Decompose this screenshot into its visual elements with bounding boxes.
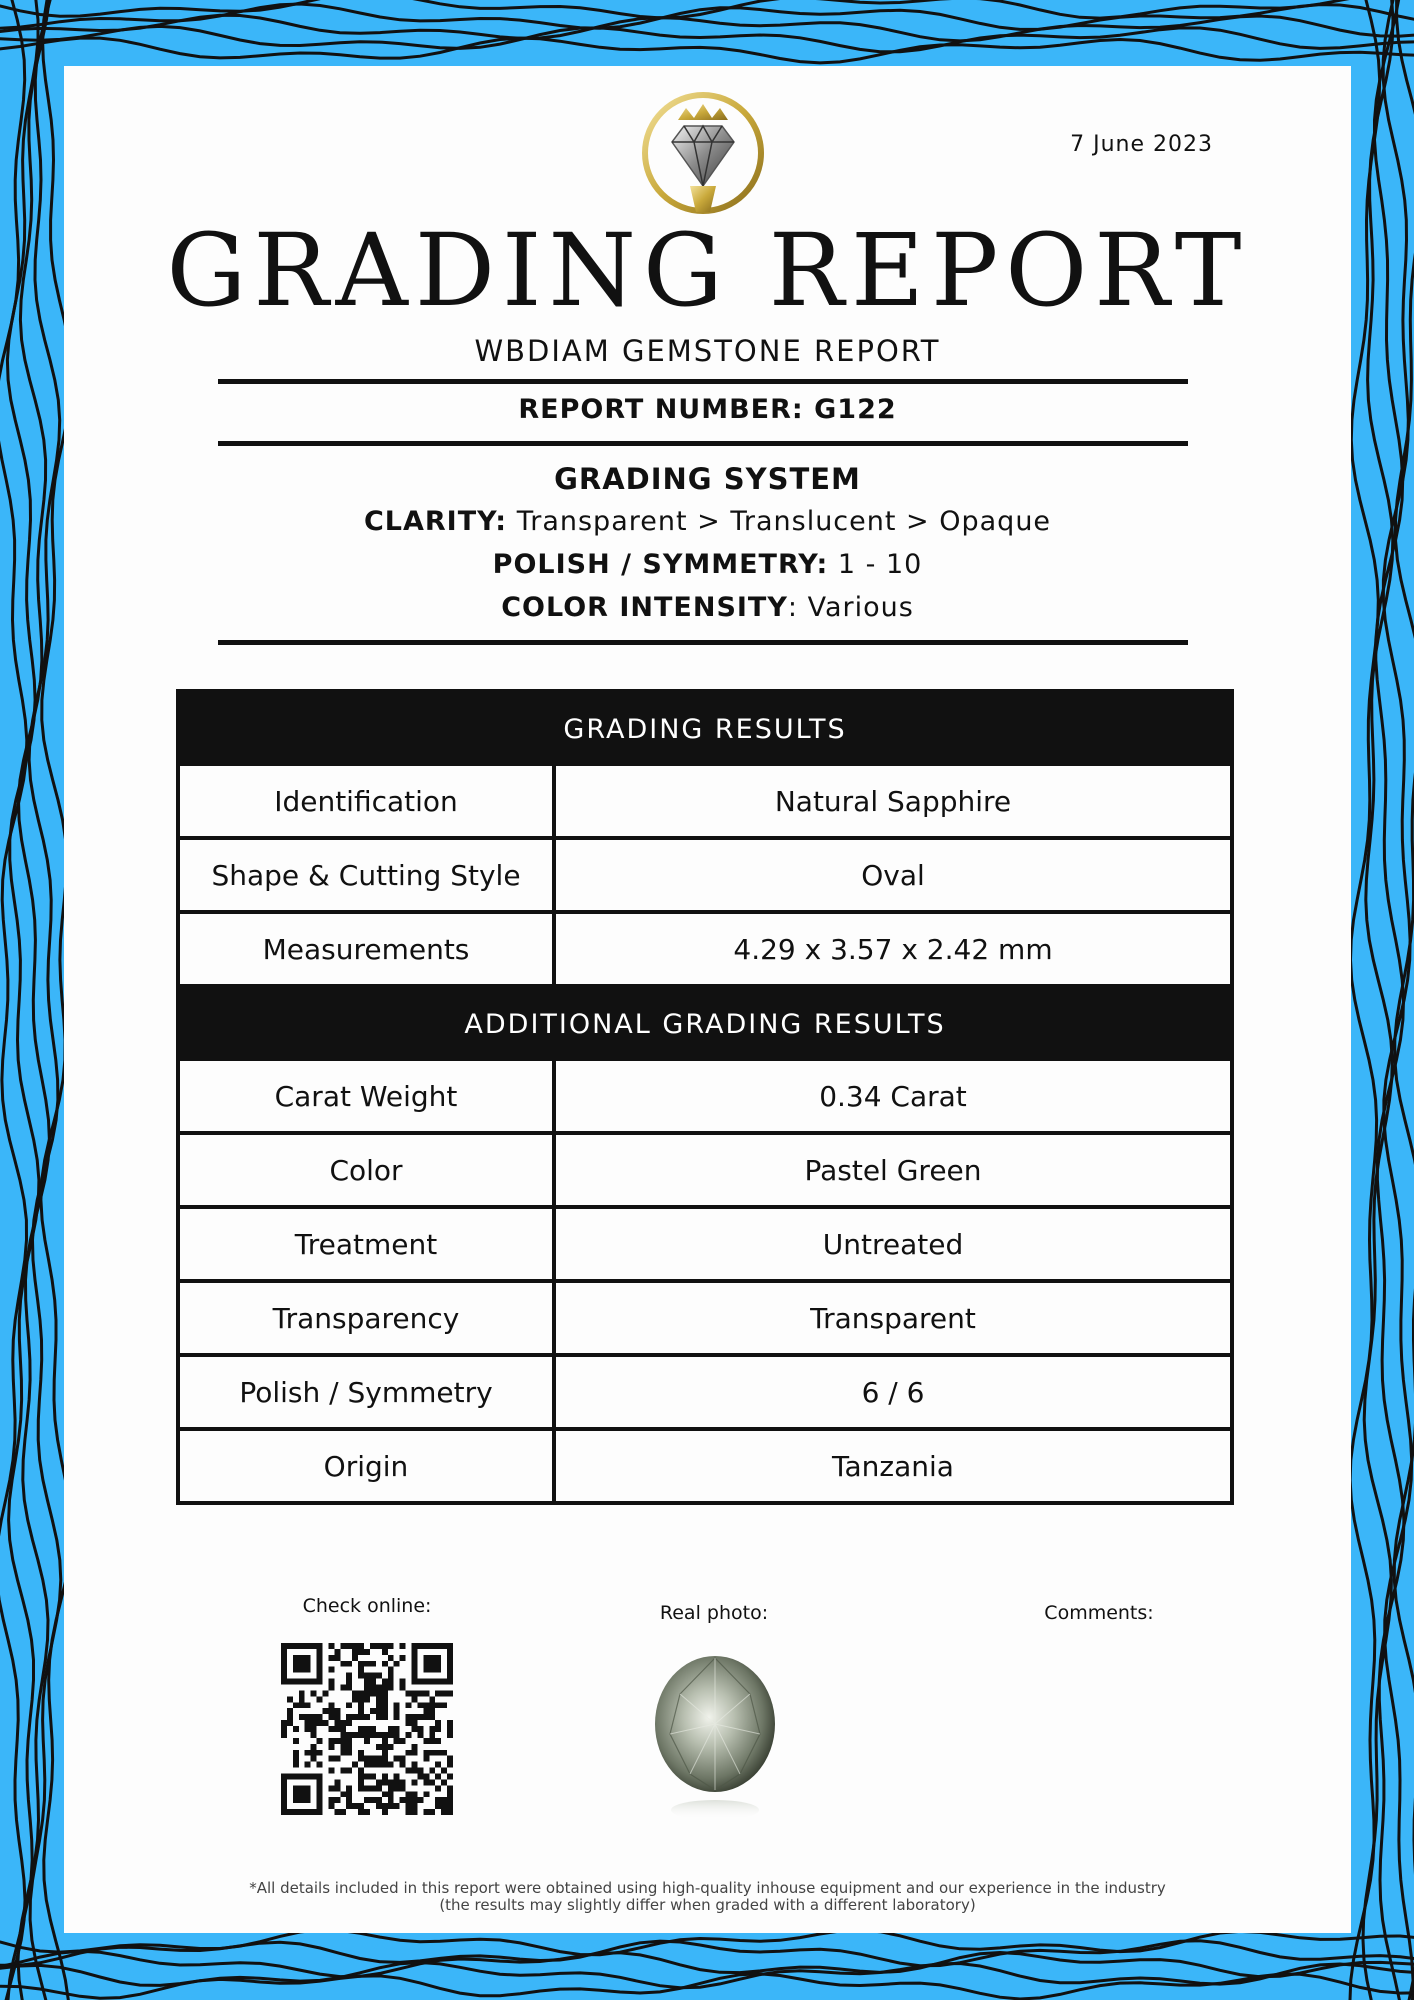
row-value: Natural Sapphire: [556, 766, 1230, 836]
contour-line: [0, 38, 1414, 63]
grading-system-clarity: [64, 506, 1351, 537]
gemstone-photo: [650, 1654, 780, 1829]
row-label: Color: [180, 1135, 552, 1205]
table-row: [180, 1283, 1230, 1353]
color-intensity-label: COLOR INTENSITY: [501, 592, 788, 623]
row-label: Shape & Cutting Style: [180, 840, 552, 910]
row-label: Treatment: [180, 1209, 552, 1279]
color-intensity-value: : Various: [787, 592, 914, 623]
divider: [218, 640, 1188, 645]
table-row: [180, 1357, 1230, 1427]
report-date: 7 June 2023: [1070, 132, 1213, 157]
table-row: [180, 1209, 1230, 1279]
additional-results-header: ADDITIONAL GRADING RESULTS: [180, 988, 1230, 1061]
grading-system-color: [64, 592, 1351, 623]
grading-system-polish: [64, 549, 1351, 580]
polish-value: 1 - 10: [837, 549, 923, 580]
divider: [218, 441, 1188, 446]
clarity-label: CLARITY:: [363, 506, 508, 537]
row-value: Pastel Green: [556, 1135, 1230, 1205]
disclaimer-line-1: *All details included in this report were obtained using high-quality inhouse equipment and our experience in the industry: [249, 1879, 1166, 1897]
row-label: Origin: [180, 1431, 552, 1501]
report-number: REPORT NUMBER: G122: [518, 394, 897, 425]
row-label: Transparency: [180, 1283, 552, 1353]
table-row: [180, 840, 1230, 910]
contour-line: [18, 0, 50, 2000]
contour-line: [0, 1941, 1414, 1966]
row-value: Oval: [556, 840, 1230, 910]
row-value: Untreated: [556, 1209, 1230, 1279]
page-subtitle: WBDIAM GEMSTONE REPORT: [474, 334, 941, 368]
row-label: Carat Weight: [180, 1061, 552, 1131]
check-online-label: Check online:: [302, 1595, 432, 1617]
contour-line: [0, 0, 27, 2000]
clarity-value: Transparent > Translucent > Opaque: [516, 506, 1052, 537]
table-row: [180, 1135, 1230, 1205]
row-value: Transparent: [556, 1283, 1230, 1353]
table-row: [180, 1061, 1230, 1131]
table-row: [180, 766, 1230, 836]
row-value: 0.34 Carat: [556, 1061, 1230, 1131]
table-row: [180, 914, 1230, 984]
row-value: 6 / 6: [556, 1357, 1230, 1427]
real-photo-label: Real photo:: [659, 1602, 769, 1624]
contour-line: [0, 1951, 1414, 1977]
grading-system-title: GRADING SYSTEM: [554, 462, 861, 496]
disclaimer-line-2: (the results may slightly differ when graded with a different laboratory): [439, 1896, 976, 1914]
polish-label: POLISH / SYMMETRY:: [492, 549, 829, 580]
grading-results-table: [176, 689, 1234, 1505]
comments-label: Comments:: [1044, 1602, 1154, 1624]
diamond-crown-logo-icon: [638, 86, 768, 216]
table-row: [180, 1431, 1230, 1501]
row-value: 4.29 x 3.57 x 2.42 mm: [556, 914, 1230, 984]
qr-code-icon[interactable]: [281, 1643, 453, 1815]
row-label: Measurements: [180, 914, 552, 984]
grading-results-header: GRADING RESULTS: [180, 693, 1230, 766]
contour-line: [1350, 0, 1380, 2000]
row-label: Polish / Symmetry: [180, 1357, 552, 1427]
divider: [218, 379, 1188, 384]
row-label: Identification: [180, 766, 552, 836]
page-title: GRADING REPORT: [166, 212, 1249, 329]
footer-disclaimer: [64, 1880, 1351, 1914]
report-sheet: [64, 66, 1351, 1933]
row-value: Tanzania: [556, 1431, 1230, 1501]
